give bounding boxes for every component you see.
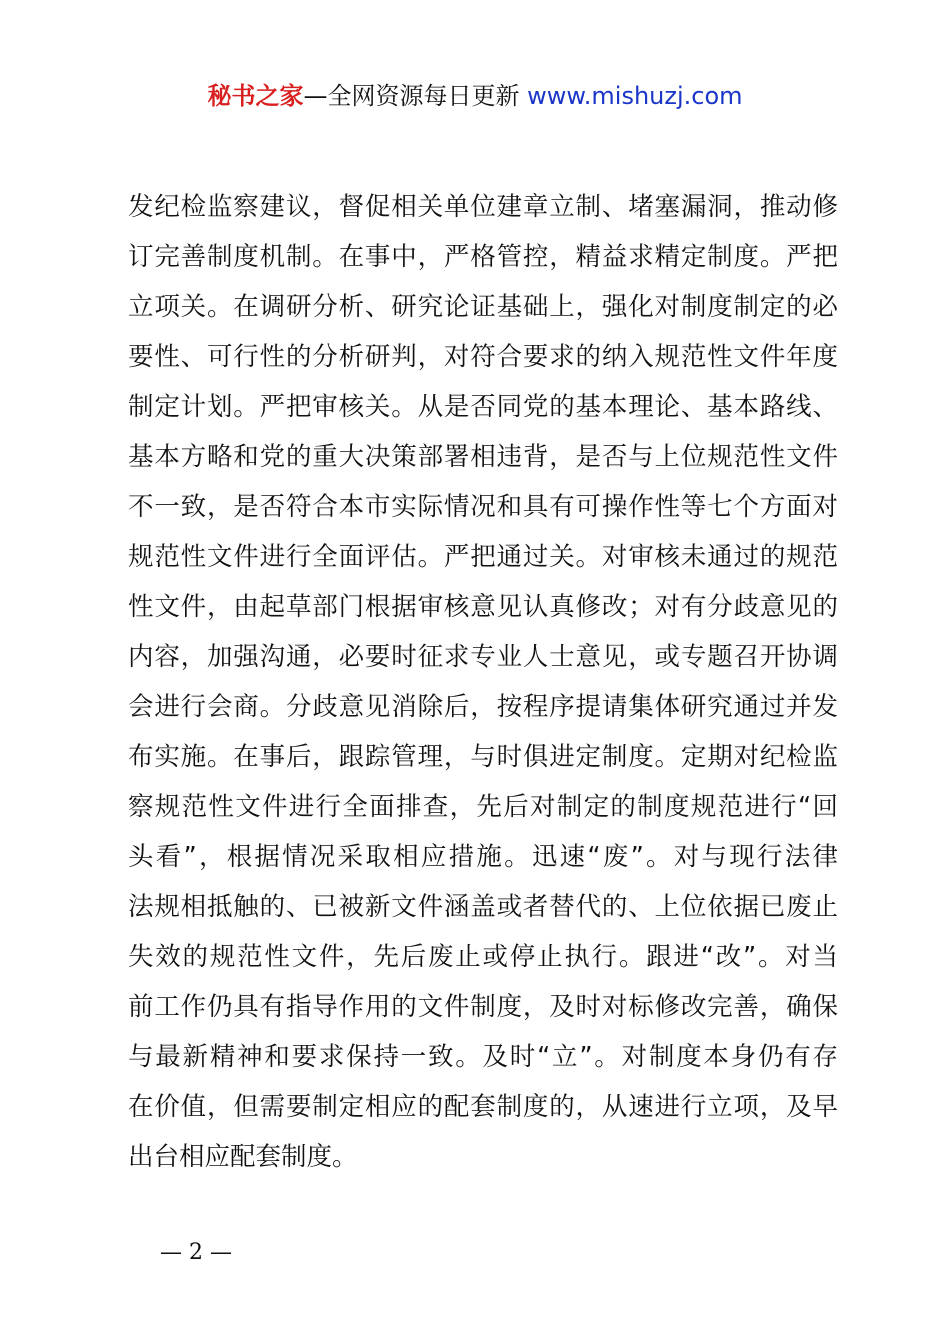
body-line-last: 出台相应配套制度。 (128, 1142, 358, 1172)
body-line: 制定计划。严把审核关。从是否同党的基本理论、基本路线、 (128, 392, 838, 422)
body-line: 前工作仍具有指导作用的文件制度，及时对标修改完善，确保 (128, 992, 838, 1022)
body-line: 要性、可行性的分析研判，对符合要求的纳入规范性文件年度 (128, 342, 838, 372)
body-line: 不一致，是否符合本市实际情况和具有可操作性等七个方面对 (128, 492, 838, 522)
body-line: 规范性文件进行全面评估。严把通过关。对审核未通过的规范 (128, 542, 838, 572)
site-brand: 秘书之家 (207, 82, 304, 110)
body-line: 与最新精神和要求保持一致。及时“立”。对制度本身仍有存 (128, 1042, 838, 1072)
body-line: 订完善制度机制。在事中，严格管控，精益求精定制度。严把 (128, 242, 838, 272)
document-body (128, 182, 838, 1182)
body-line: 内容，加强沟通，必要时征求专业人士意见，或专题召开协调 (128, 642, 838, 672)
body-line: 在价值，但需要制定相应的配套制度的，从速进行立项，及早 (128, 1092, 838, 1122)
body-line: 立项关。在调研分析、研究论证基础上，强化对制度制定的必 (128, 292, 838, 322)
body-line: 察规范性文件进行全面排查，先后对制定的制度规范进行“回 (128, 792, 838, 822)
body-line: 法规相抵触的、已被新文件涵盖或者替代的、上位依据已废止 (128, 892, 838, 922)
body-line: 性文件，由起草部门根据审核意见认真修改；对有分歧意见的 (128, 592, 838, 622)
body-line: 发纪检监察建议，督促相关单位建章立制、堵塞漏洞，推动修 (128, 192, 838, 222)
body-line: 布实施。在事后，跟踪管理，与时俱进定制度。定期对纪检监 (128, 742, 838, 772)
body-line: 头看”，根据情况采取相应措施。迅速“废”。对与现行法律 (128, 842, 838, 872)
page-number: — 2 — (160, 1240, 232, 1265)
site-url[interactable]: www.mishuzj.com (527, 82, 743, 110)
body-line: 会进行会商。分歧意见消除后，按程序提请集体研究通过并发 (128, 692, 838, 722)
site-tagline: —全网资源每日更新 (303, 82, 528, 110)
site-header (0, 80, 950, 112)
body-line: 失效的规范性文件，先后废止或停止执行。跟进“改”。对当 (128, 942, 838, 972)
body-line: 基本方略和党的重大决策部署相违背，是否与上位规范性文件 (128, 442, 838, 472)
